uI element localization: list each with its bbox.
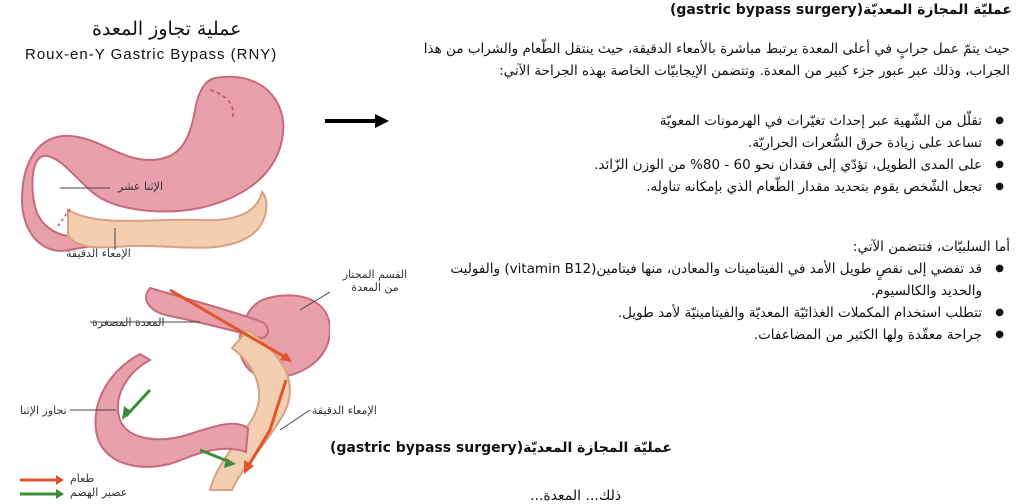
list-item: ● تتطلب استخدام المكملات الغذائيّة المعديّة والفيتامينيّة لأمد طويل.	[420, 302, 982, 324]
label-duodenum: الإثنا عشر	[118, 180, 164, 193]
heading-top: عمليّة المجازة المعديّة(gastric bypass surgery)	[670, 2, 1012, 18]
negatives-list	[420, 258, 1010, 346]
heading-bottom: عمليّة المجازة المعديّة(gastric bypass surgery)	[330, 440, 672, 456]
list-item: ● تساعد على زيادة حرق السُّعرات الحراريّة.	[420, 132, 982, 154]
legend-digestive-juice: عصير الهضم	[70, 486, 128, 499]
label-bypass-duodenum: تجاوز الإثنا	[20, 404, 67, 417]
positives-list	[420, 110, 1010, 198]
gastric-bypass-illustration	[0, 60, 330, 500]
diagram-title-arabic: عملية تجاوز المعدة	[92, 18, 242, 40]
stomach-before-icon	[22, 77, 283, 251]
negatives-title: أما السلبيّات، فتتضمن الآتي:	[852, 239, 1010, 255]
list-item: ● قد تفضي إلى نقصٍ طويل الأمد في الفيتامينات والمعادن، منها فيتامين(vitamin B12) والفوليت والحديد والكالسيوم.	[420, 258, 982, 302]
legend-food: طعام	[70, 472, 95, 485]
label-small-intestine-top: الإمعاء الدقيقة	[66, 247, 131, 260]
label-small-pouch: المعدة المصغرة	[92, 316, 165, 329]
list-item: ● تجعل الشّخص يقوم بتحديد مقدار الطّعام الذي بإمكانه تناوله.	[420, 176, 982, 198]
intro-paragraph: حيث يتمّ عمل جرابٍ في أعلى المعدة يرتبط مباشرة بالأمعاء الدقيقة، حيث ينتقل الطّعام والشراب من هذا الجراب، وذلك عبر عبور جزء كبير من المعدة. وتتضمن الإيجابيّات الخاصة بهذه الجراحة الآتي:	[423, 41, 1010, 79]
label-small-intestine-bottom: الإمعاء الدقيقة	[312, 404, 377, 417]
list-item: ● على المدى الطويل، تؤدّي إلى فقدان نحو 60 - 80% من الوزن الزّائد.	[420, 154, 982, 176]
cut-off-text: ذلك... المعدة...	[530, 488, 622, 504]
label-bypassed-stomach: القسم المجتاز من المعدة	[342, 268, 408, 294]
diagram-title-english: Roux-en-Y Gastric Bypass (RNY)	[25, 46, 278, 63]
right-arrow-icon	[325, 114, 391, 128]
list-item: ● تقلّل من الشّهية عبر إحداث تغيّرات في الهرمونات المعويّة	[420, 110, 982, 132]
list-item: ● جراحة معقّدة ولها الكثير من المضاعفات.	[420, 324, 982, 346]
